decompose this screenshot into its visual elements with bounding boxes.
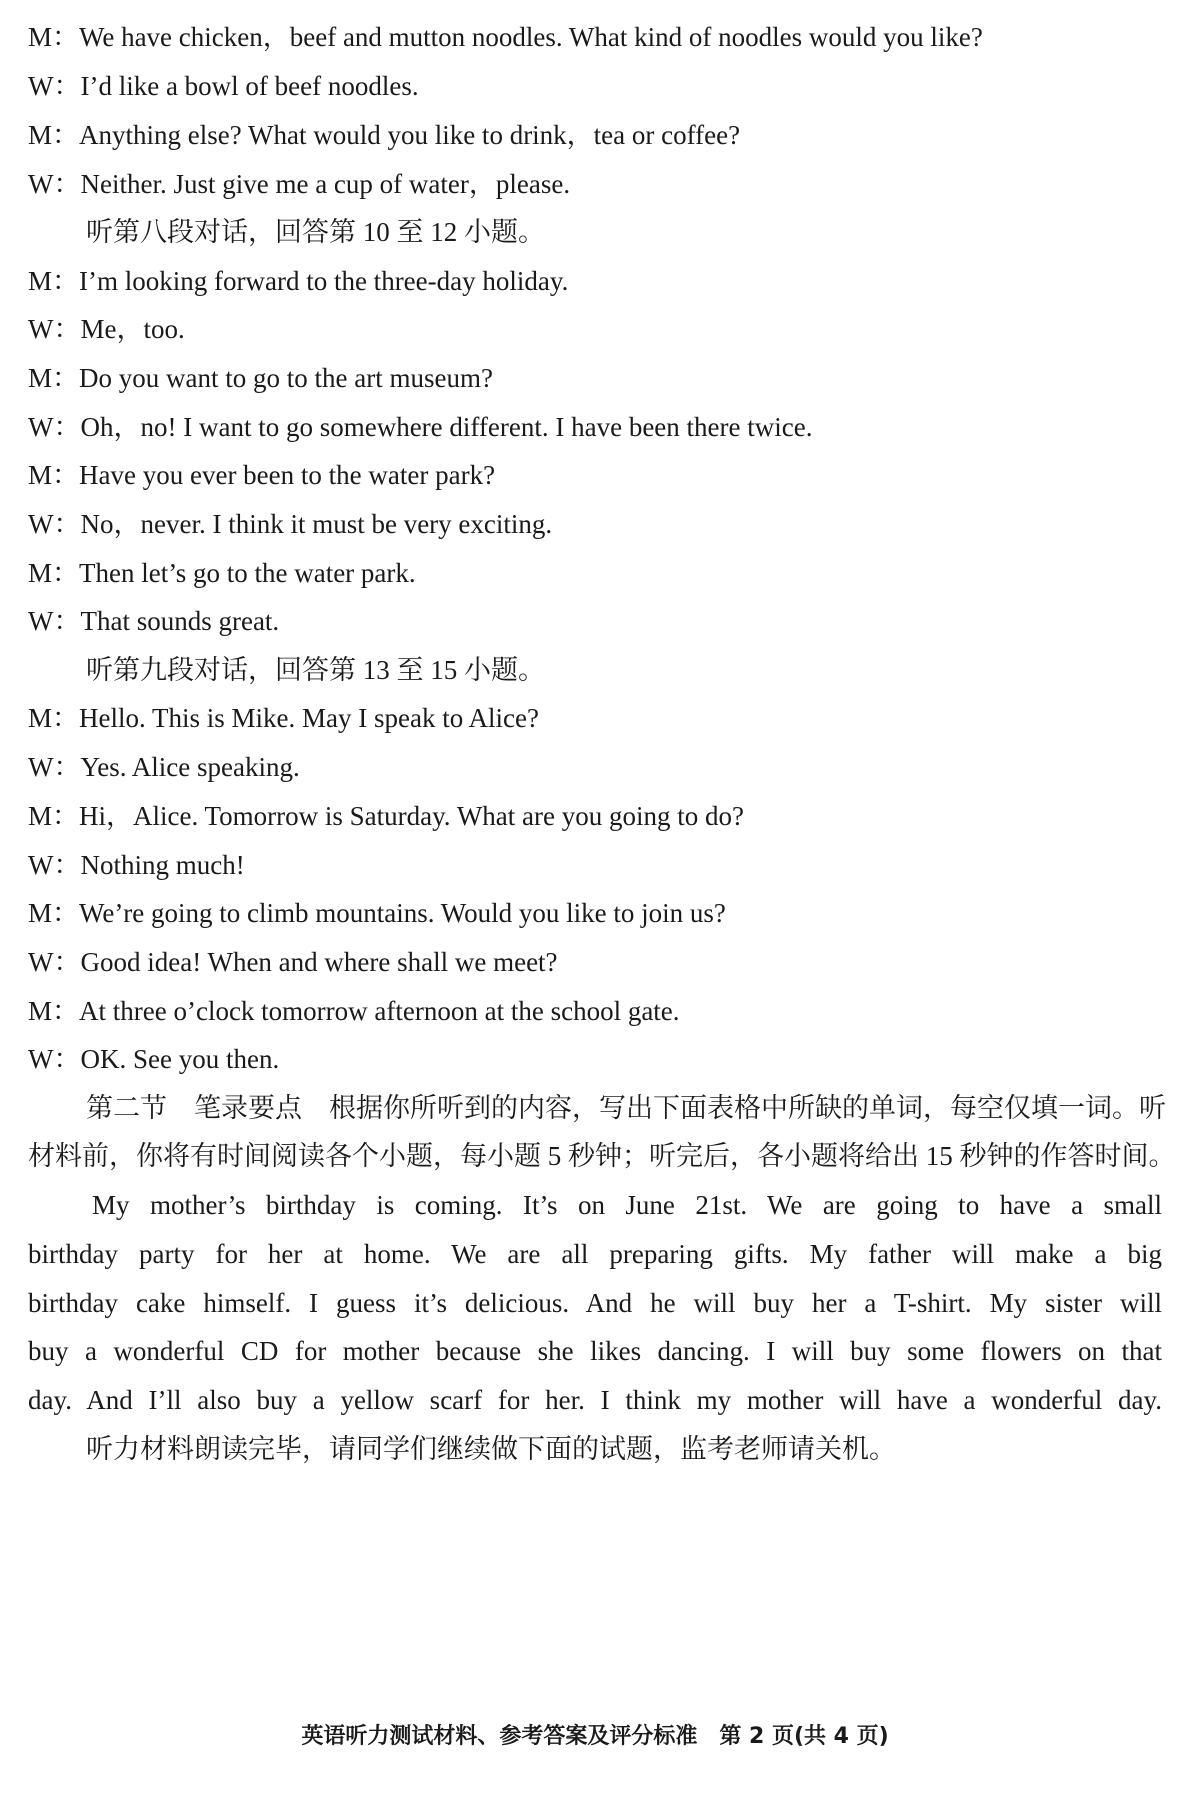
dialogue-line: M：Do you want to go to the art museum? xyxy=(28,363,493,393)
section-heading: 听第九段对话，回答第 13 至 15 小题。 xyxy=(86,655,545,685)
dialogue-line: W：Good idea! When and where shall we meet? xyxy=(28,947,558,977)
dialogue-line: M：Hello. This is Mike. May I speak to Alice? xyxy=(28,703,539,733)
section-heading: 听第八段对话，回答第 10 至 12 小题。 xyxy=(86,217,545,247)
page-footer: 英语听力测试材料、参考答案及评分标准 第 2 页(共 4 页) xyxy=(301,1724,889,1749)
dialogue-line: M：Hi，Alice. Tomorrow is Saturday. What are you going to do? xyxy=(28,801,744,831)
dialogue-line: M：Have you ever been to the water park? xyxy=(28,460,496,490)
dialogue-line: W：Nothing much! xyxy=(28,850,245,880)
part-two-instructions-line: 材料前，你将有时间阅读各个小题，每小题 5 秒钟；听完后，各小题将给出 15 秒钟的作答时间。 xyxy=(28,1141,1176,1171)
dialogue-line: M：We have chicken，beef and mutton noodles. What kind of noodles would you like? xyxy=(28,22,983,52)
dialogue-line: M：Anything else? What would you like to drink，tea or coffee? xyxy=(28,120,741,150)
dialogue-line: M：We’re going to climb mountains. Would you like to join us? xyxy=(28,898,726,928)
dialogue-line: W：Me，too. xyxy=(28,314,185,344)
dialogue-line: W：OK. See you then. xyxy=(28,1044,280,1074)
passage-line: My mother’s birthday is coming. It’s on June 21st. We are going to have a small xyxy=(92,1190,1162,1220)
dialogue-line: W：I’d like a bowl of beef noodles. xyxy=(28,71,419,101)
passage-line: birthday cake himself. I guess it’s delicious. And he will buy her a T-shirt. My sister will xyxy=(28,1288,1162,1318)
passage-line: buy a wonderful CD for mother because she likes dancing. I will buy some flowers on that xyxy=(28,1336,1162,1366)
part-two-instructions-line: 第二节 笔录要点 根据你所听到的内容，写出下面表格中所缺的单词，每空仅填一词。听 xyxy=(86,1093,1166,1123)
dialogue-line: W：Yes. Alice speaking. xyxy=(28,752,300,782)
dialogue-line: M：I’m looking forward to the three-day holiday. xyxy=(28,266,569,296)
dialogue-line: W：No，never. I think it must be very exciting. xyxy=(28,509,553,539)
dialogue-line: W：Oh，no! I want to go somewhere different. I have been there twice. xyxy=(28,412,813,442)
dialogue-line: W：Neither. Just give me a cup of water，please. xyxy=(28,169,571,199)
dialogue-line: M：Then let’s go to the water park. xyxy=(28,558,416,588)
dialogue-line: M：At three o’clock tomorrow afternoon at the school gate. xyxy=(28,996,680,1026)
passage-line: day. And I’ll also buy a yellow scarf for her. I think my mother will have a wonderful day. xyxy=(28,1385,1162,1415)
closing-note: 听力材料朗读完毕，请同学们继续做下面的试题，监考老师请关机。 xyxy=(86,1434,896,1464)
dialogue-line: W：That sounds great. xyxy=(28,606,280,636)
passage-line: birthday party for her at home. We are all preparing gifts. My father will make a big xyxy=(28,1239,1162,1269)
